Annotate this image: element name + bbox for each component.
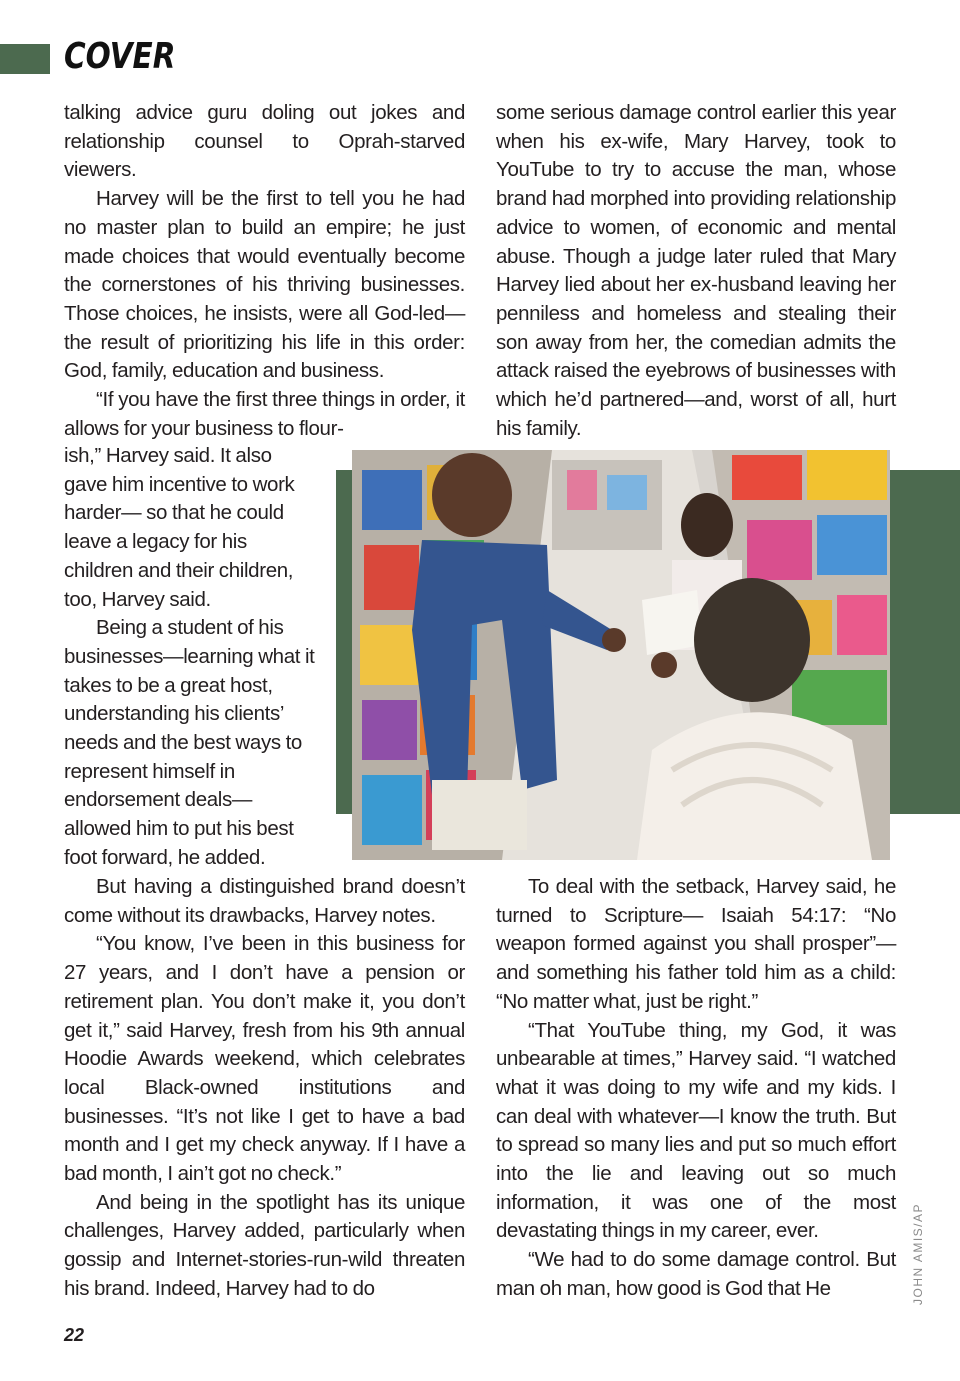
paragraph: some serious damage control earlier this year when his ex-wife, Mary Harvey, took to YouTube to try to accuse the man, whose brand had morphed into providing relationship advice to women, of economic and mental abuse. Though a judge later ruled that Mary Harvey lied about her ex-husband leaving her penniless and homeless and stealing their son away from her, the comedian admits the attack raised the eyebrows of businesses with which he’d partnered—and, worst of all, hurt his family. — [496, 101, 896, 440]
paragraph: “We had to do some damage control. But man oh man, how good is God that He — [496, 1248, 896, 1300]
article-column-right-top — [496, 99, 896, 443]
paragraph: Being a student of his businesses—learning what it takes to be a great host, understanding his clients’ needs and the best ways to represent himself in endorsement deals—allowed him to put his best foot forward, he added. — [64, 616, 315, 869]
paragraph: Harvey will be the first to tell you he had no master plan to build an empire; he just made choices that would eventually become the cornerstones of his thriving businesses. Those choices, he insists, were all God-led—the result of prioritizing his life in this order: God, family, education and business. — [64, 187, 465, 383]
article-column-left-top — [64, 99, 465, 443]
paragraph: And being in the spotlight has its unique challenges, Harvey added, particularly when gossip and Internet-stories-run-wild threaten his brand. Indeed, Harvey had to do — [64, 1190, 465, 1300]
page-number: 22 — [64, 1325, 85, 1345]
article-column-right-bottom — [496, 873, 896, 1304]
paragraph: ish,” Harvey said. It also gave him incentive to work harder— so that he could leave a legacy for his children and their children, too, Harvey said. — [64, 444, 295, 611]
paragraph: talking advice guru doling out jokes and relationship counsel to Oprah-starved viewers. — [64, 101, 465, 182]
paragraph: “If you have the first three things in order, it allows for your business to flour- — [64, 388, 465, 440]
paragraph: “You know, I’ve been in this business for 27 years, and I don’t have a pension or retirement plan. You don’t make it, you don’t get it,” said Harvey, fresh from his 9th annual Hoodie Awards weekend, which celebrates local Black-owned institutions and businesses. “It’s not like I get to have a bad month and I get my check anyway. If I have a bad month, I ain’t got no check.” — [64, 932, 465, 1186]
paragraph: To deal with the setback, Harvey said, he turned to Scripture— Isaiah 54:17: “No weapon formed against you shall prosper”—and something his father told him as a child: “No matter what, just be right.” — [496, 875, 896, 1013]
section-accent-bar — [0, 44, 50, 74]
article-column-left-bottom — [64, 873, 465, 1304]
article-column-left-wrap — [64, 442, 317, 873]
paragraph: But having a distinguished brand doesn’t come without its drawbacks, Harvey notes. — [64, 875, 465, 927]
photo-credit: JOHN AMIS/AP — [911, 1202, 925, 1305]
photo-illustration — [352, 450, 890, 860]
section-title: COVER — [64, 36, 176, 77]
article-photo — [352, 450, 890, 860]
paragraph: “That YouTube thing, my God, it was unbearable at times,” Harvey said. “I watched what it was doing to my wife and my kids. I can deal with whatever—I know the truth. But to spread so many lies and put so much effort into the lie and leaving out so much information, it was one of the most devastating things in my career, ever. — [496, 1018, 896, 1243]
